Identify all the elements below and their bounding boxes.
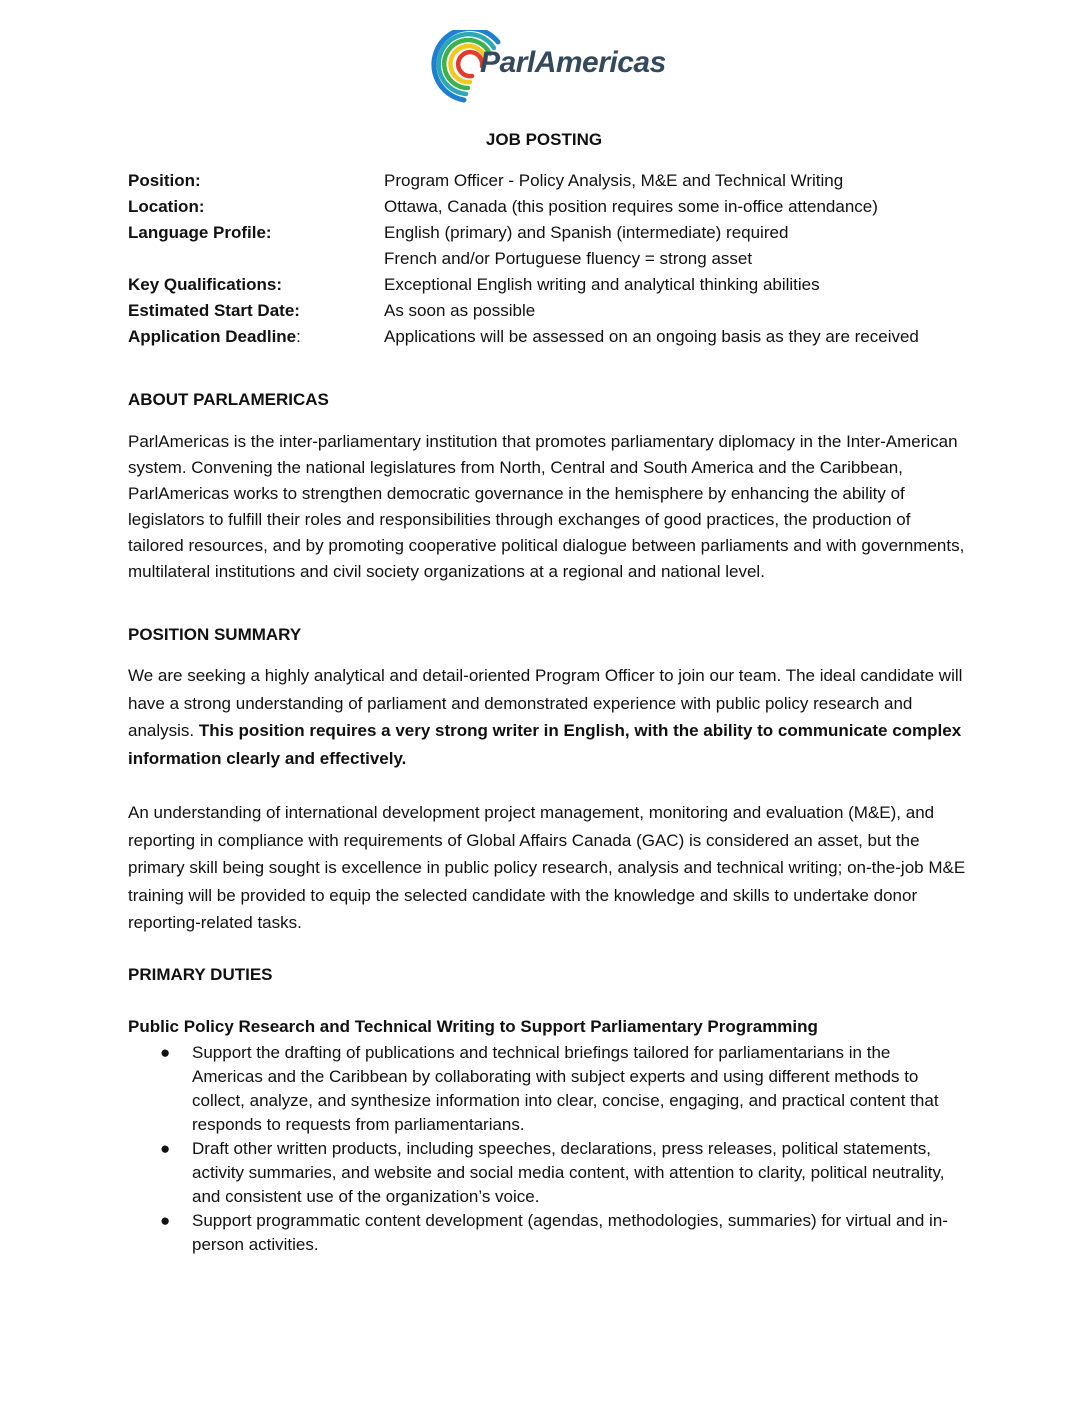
detail-value: As soon as possible bbox=[384, 301, 536, 320]
detail-value: Ottawa, Canada (this position requires some in-office attendance) bbox=[384, 197, 878, 216]
list-item bbox=[128, 1041, 964, 1137]
summary-heading: POSITION SUMMARY bbox=[128, 625, 302, 644]
detail-label: Estimated Start Date: bbox=[128, 301, 300, 320]
page-title: JOB POSTING bbox=[485, 130, 603, 149]
duties-heading: PRIMARY DUTIES bbox=[128, 965, 273, 984]
detail-value: English (primary) and Spanish (intermediate) required bbox=[384, 223, 789, 242]
about-paragraph: ParlAmericas is the inter-parliamentary institution that promotes parliamentary diplomacy in the Inter-American system. Convening the national legislatures from North, Central and South America and the Caribbean, ParlAmericas works to strengthen democratic governance in the hemisphere by enhancing the ability of legislators to fulfill their roles and responsibilities through exchanges of good practices, the production of tailored resources, and by promoting cooperative political dialogue between parliaments and with governments, multilateral institutions and civil society organizations at a regional and national level. bbox=[128, 432, 965, 581]
detail-row-qualifications bbox=[128, 272, 964, 298]
detail-label: Position: bbox=[128, 171, 201, 190]
bullet-icon: ● bbox=[160, 1139, 171, 1158]
bullet-icon: ● bbox=[160, 1211, 171, 1230]
logo-wordmark: ParlAmericas bbox=[480, 46, 666, 79]
detail-label-colon: : bbox=[296, 327, 301, 346]
list-item bbox=[128, 1137, 964, 1209]
detail-value: Exceptional English writing and analytical thinking abilities bbox=[384, 275, 820, 294]
detail-row-start-date bbox=[128, 298, 964, 324]
detail-label-text: Application Deadline bbox=[128, 327, 297, 346]
detail-label bbox=[128, 324, 384, 350]
detail-row-position bbox=[128, 168, 964, 194]
list-item bbox=[128, 1209, 964, 1257]
detail-label bbox=[128, 246, 384, 272]
summary-paragraph-2: An understanding of international development project management, monitoring and evaluation (M&E), and reporting in compliance with requirements of Global Affairs Canada (GAC) is considered an asset, but the primary skill being sought is excellence in public policy research, analysis and technical writing; on-the-job M&E training will be provided to equip the selected candidate with the knowledge and skills to undertake donor reporting-related tasks. bbox=[128, 803, 966, 932]
list-item-text: Support programmatic content development (agendas, methodologies, summaries) for virtual and in-person activities. bbox=[192, 1211, 948, 1254]
summary-paragraph-1 bbox=[128, 662, 964, 772]
detail-value: French and/or Portuguese fluency = strong asset bbox=[384, 249, 753, 268]
parlamericas-logo bbox=[428, 30, 688, 106]
about-heading: ABOUT PARLAMERICAS bbox=[128, 390, 329, 409]
detail-label: Location: bbox=[128, 197, 205, 216]
detail-row-location bbox=[128, 194, 964, 220]
detail-row-deadline bbox=[128, 324, 964, 350]
detail-row-language bbox=[128, 220, 964, 246]
summary-text: We are seeking a highly analytical and detail-oriented Program Officer to join our team. The ideal candidate will have a strong understanding of parliament and demonstrated experience with public policy research and analysis. bbox=[128, 666, 963, 740]
detail-label: Language Profile: bbox=[128, 223, 272, 242]
job-details bbox=[128, 168, 964, 350]
detail-label: Key Qualifications: bbox=[128, 275, 282, 294]
duties-list bbox=[128, 1041, 964, 1257]
bullet-icon: ● bbox=[160, 1043, 171, 1062]
list-item-text: Support the drafting of publications and technical briefings tailored for parliamentarians in the Americas and the Caribbean by collaborating with subject experts and using different methods to collect, analyze, and synthesize information into clear, concise, engaging, and practical content that responds to requests from parliamentarians. bbox=[192, 1043, 939, 1134]
summary-emphasis: This position requires a very strong writer in English, with the ability to communicate complex information clearly and effectively. bbox=[128, 721, 962, 768]
detail-value: Program Officer - Policy Analysis, M&E and Technical Writing bbox=[384, 171, 844, 190]
duties-subheading: Public Policy Research and Technical Writing to Support Parliamentary Programming bbox=[128, 1017, 818, 1036]
list-item-text: Draft other written products, including speeches, declarations, press releases, political statements, activity summaries, and website and social media content, with attention to clarity, political neutrality, and consistent use of the organization’s voice. bbox=[192, 1139, 945, 1206]
detail-value: Applications will be assessed on an ongoing basis as they are received bbox=[384, 327, 919, 346]
detail-row-language-asset bbox=[128, 246, 964, 272]
